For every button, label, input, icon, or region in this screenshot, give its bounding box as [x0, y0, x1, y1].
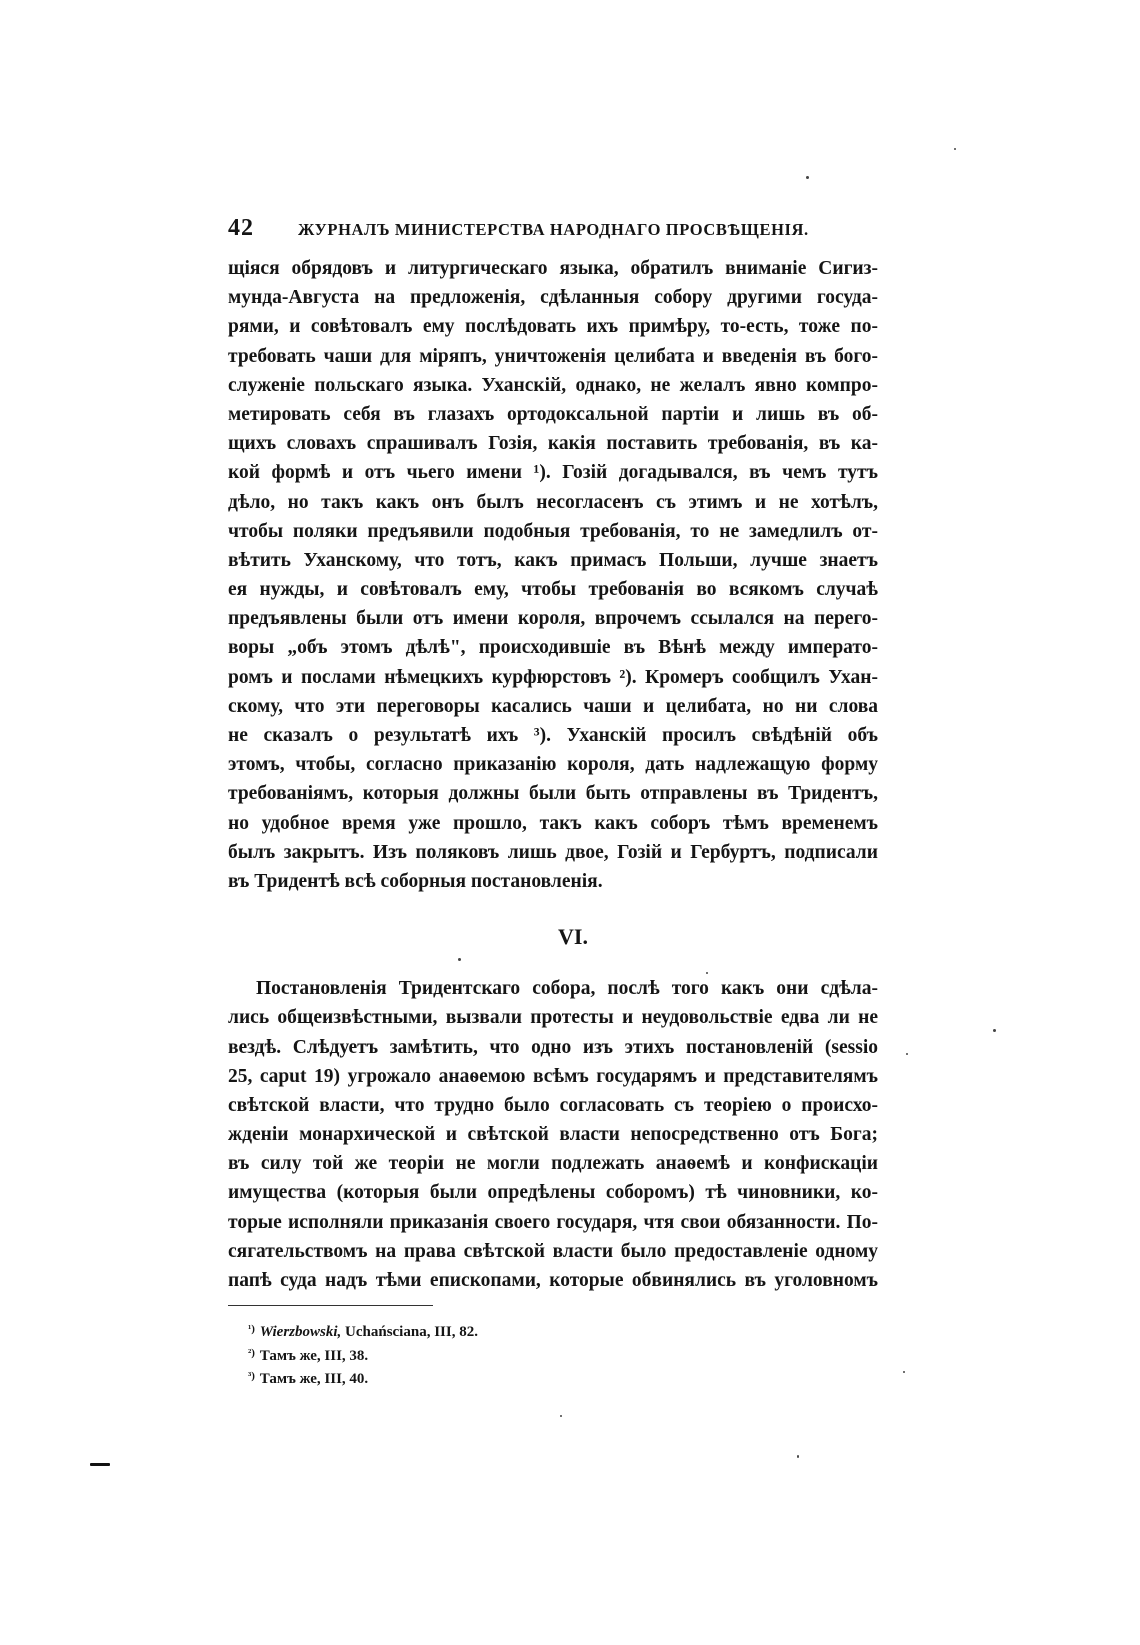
footnote-text: Тамъ же, III, 38. — [259, 1347, 369, 1364]
text-line: метировать себя въ глазахъ ортодоксальной партіи и лишь въ об- — [228, 403, 878, 425]
text-line: 25, caput 19) угрожало анаѳемою всѣмъ государямъ и представителямъ — [228, 1065, 878, 1087]
paragraph-1 — [228, 254, 878, 896]
text-line: предъявлены были отъ имени короля, впрочемъ ссылался на перего- — [228, 608, 878, 630]
footnote-text: Uchańsciana, III, 82. — [345, 1324, 478, 1341]
footnote-3 — [248, 1365, 878, 1389]
scan-speck — [560, 1415, 562, 1417]
scan-speck — [797, 1455, 799, 1458]
text-line: этомъ, чтобы, согласно приказанію короля, дать надлежащую форму — [228, 754, 878, 776]
text-line: свѣтской власти, что трудно было согласовать съ теоріею о происхо- — [228, 1094, 878, 1116]
text-line: требованіямъ, которыя должны были быть отправлены въ Тридентъ, — [228, 783, 878, 805]
text-line: былъ закрытъ. Изъ поляковъ лишь двое, Гозій и Гербуртъ, подписали — [228, 841, 878, 863]
footnote-1 — [248, 1318, 878, 1342]
scan-speck — [806, 176, 809, 179]
footnote-2 — [248, 1342, 878, 1366]
text-line: щіяся обрядовъ и литургическаго языка, обратилъ вниманіе Сигиз- — [228, 258, 878, 279]
text-line: въ Тридентѣ всѣ соборныя постановленія. — [228, 870, 603, 892]
text-line: вѣтить Уханскому, что тотъ, какъ примасъ Польши, лучше знаетъ — [228, 549, 878, 571]
text-line: щихъ словахъ спрашивалъ Гозія, какія поставить требованія, въ ка- — [228, 433, 878, 455]
text-line: не сказалъ о результатѣ ихъ ³). Уханскій просилъ свѣдѣній объ — [228, 725, 878, 746]
running-title: ЖУРНАЛЪ МИНИСТЕРСТВА НАРОДНАГО ПРОСВѢЩЕНІЯ. — [298, 220, 809, 239]
scan-speck — [458, 958, 461, 961]
text-line: имущества (которыя были опредѣлены соборомъ) тѣ чиновники, ко- — [228, 1182, 878, 1204]
text-line: служеніе польскаго языка. Уханскій, однако, не желалъ явно компро- — [228, 374, 878, 396]
text-line: воры „объ этомъ дѣлѣ", происходившіе въ Вѣнѣ между императо- — [228, 637, 878, 659]
document-page — [228, 216, 878, 1389]
text-line: Постановленія Тридентскаго собора, послѣ того какъ они сдѣла- — [256, 978, 878, 1000]
scan-speck — [906, 1053, 908, 1055]
scan-speck — [993, 1029, 996, 1032]
text-line: сягательствомъ на права свѣтской власти было предоставленіе одному — [228, 1240, 878, 1262]
text-line: требовать чаши для міряпъ, уничтоженія целибата и введенія въ бого- — [228, 345, 878, 367]
text-line: торые исполняли приказанія своего государя, чтя свои обязанности. По- — [228, 1211, 878, 1233]
text-line: мунда-Августа на предложенія, сдѣланныя собору другими госуда- — [228, 287, 878, 309]
text-line: но удобное время уже прошло, такъ какъ соборъ тѣмъ временемъ — [228, 812, 878, 834]
scan-speck — [903, 1371, 905, 1373]
scan-speck — [954, 148, 956, 150]
text-line: папѣ суда надъ тѣми епископами, которые обвинялись въ уголовномъ — [228, 1270, 878, 1291]
page-number: 42 — [228, 215, 254, 241]
footnote-author: Wierzbowski, — [259, 1324, 342, 1341]
scan-mark — [90, 1463, 110, 1466]
section-heading: VI. — [558, 924, 588, 950]
text-line: въ силу той же теоріи не могли подлежать анаѳемѣ и конфискаціи — [228, 1153, 878, 1175]
text-line: скому, что эти переговоры касались чаши и целибата, но ни слова — [228, 695, 878, 717]
text-line: ромъ и послами нѣмецкихъ курфюрстовъ ²). Кромеръ сообщилъ Ухан- — [228, 666, 878, 688]
text-line: жденіи монархической и свѣтской власти непосредственно отъ Бога; — [228, 1124, 878, 1146]
scan-speck — [706, 972, 708, 974]
footnotes — [228, 1318, 878, 1389]
footnote-mark: ³) — [248, 1370, 255, 1383]
text-line: лись общеизвѣстными, вызвали протесты и неудовольствіе едва ли не — [228, 1007, 878, 1029]
text-line: рями, и совѣтовалъ ему послѣдовать ихъ примѣру, то-есть, тоже по- — [228, 316, 878, 338]
footnote-mark: ²) — [248, 1346, 255, 1359]
paragraph-2 — [228, 974, 878, 1295]
footnote-divider — [228, 1305, 433, 1306]
text-line: ея нужды, и совѣтовалъ ему, чтобы требованія во всякомъ случаѣ — [228, 579, 878, 601]
text-line: кой формѣ и отъ чьего имени ¹). Гозій догадывался, въ чемъ тутъ — [228, 462, 878, 484]
text-line: чтобы поляки предъявили подобныя требованія, то не замедлилъ от- — [228, 520, 878, 542]
footnote-mark: ¹) — [248, 1323, 255, 1336]
page-header — [228, 216, 878, 250]
footnote-text: Тамъ же, III, 40. — [259, 1371, 369, 1388]
text-line: дѣло, но такъ какъ онъ былъ несогласенъ съ этимъ и не хотѣлъ, — [228, 491, 878, 513]
text-line: вездѣ. Слѣдуетъ замѣтить, что одно изъ этихъ постановленій (sessio — [228, 1036, 878, 1058]
